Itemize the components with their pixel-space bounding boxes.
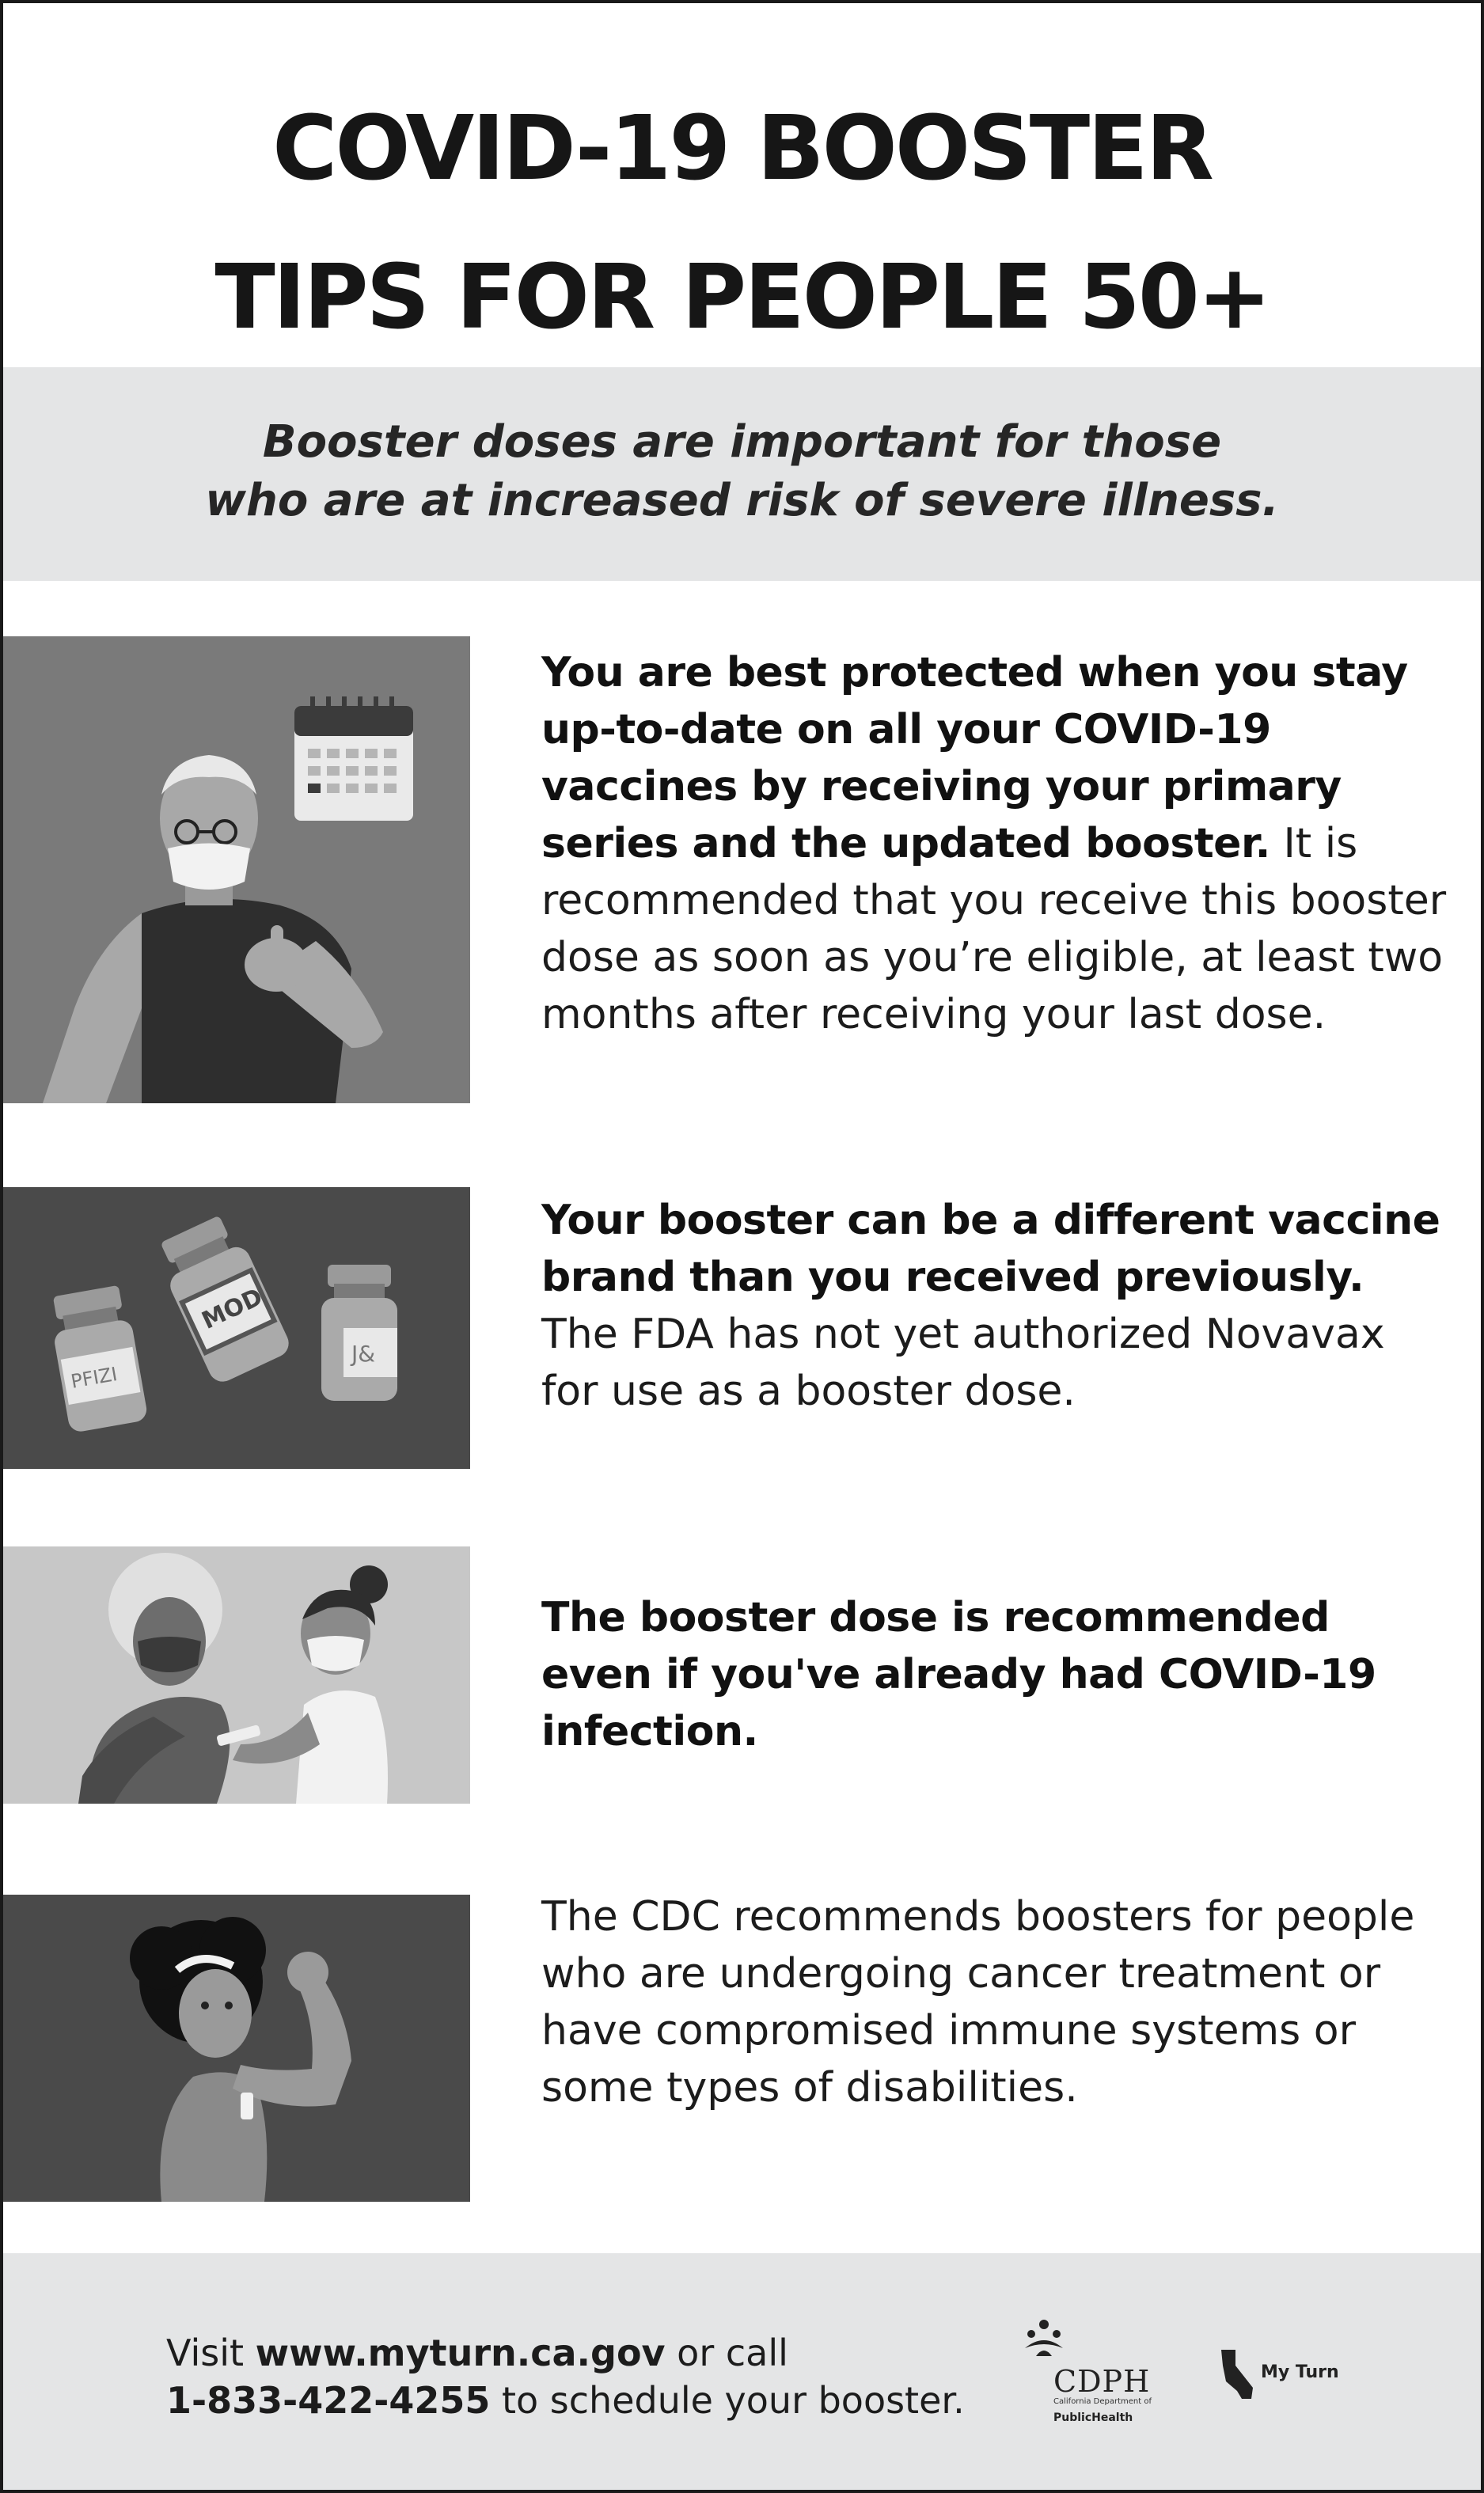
tip-4-normal: The CDC recommends boosters for people who are undergoing cancer treatment or have compromised immune systems or some types of disabilities. [541,1893,1415,2112]
man-thumbs-up-illustration [3,636,470,1103]
woman-flexing-icon [3,1895,470,2202]
footer-visit: Visit [166,2332,256,2374]
tip-2-text [541,1192,1452,1420]
vaccine-vials-icon [3,1187,470,1469]
myturn-wordmark: My Turn [1261,2362,1339,2382]
nurse-vaccinating-icon [3,1546,470,1804]
cdph-publichealth: PublicHealth [1053,2411,1133,2424]
subtitle [3,413,1481,530]
tip-3-text [541,1589,1452,1760]
cdph-logo [1020,2317,1155,2427]
footer-url-link[interactable]: www.myturn.ca.gov [255,2332,666,2374]
page-title [3,74,1481,372]
cdph-subtitle: California Department of [1053,2397,1152,2406]
footer-phone-link[interactable]: 1-833-422-4255 [166,2379,491,2422]
footer-or-call: or call [665,2332,788,2374]
tip-2-normal: The FDA has not yet authorized Novavax for use as a booster dose. [541,1311,1385,1415]
tip-1-bold: You are best protected when you stay up-to-date on all your COVID-19 vaccines by receiving your primary series and the updated booster. [541,649,1408,867]
subtitle-line-1: Booster doses are important for those [262,416,1222,468]
title-line-2: TIPS FOR PEOPLE 50+ [214,246,1270,349]
tip-4-text [541,1888,1452,2116]
pfizer-label: PFIZI [69,1363,120,1393]
subtitle-band [3,367,1481,581]
tip-1-normal: It is recommended that you receive this booster dose as soon as you’re eligible, at least two months after receiving your last dose. [541,820,1447,1038]
california-map-icon [1218,2347,1258,2402]
tip-3-bold: The booster dose is recommended even if you've already had COVID-19 infection. [541,1594,1376,1755]
cdph-wordmark: CDPH [1053,2364,1151,2399]
footer-schedule: to schedule your booster. [490,2379,965,2422]
nurse-vaccinating-illustration [3,1546,470,1804]
vaccine-vials-illustration [3,1187,470,1469]
moderna-label: MOD [197,1283,268,1335]
tip-1-text [541,644,1452,1043]
myturn-logo [1218,2347,1345,2410]
footer-text [166,2329,965,2424]
tip-2-bold: Your booster can be a different vaccine brand than you received previously. [541,1197,1440,1301]
footer [3,2253,1481,2493]
woman-flexing-illustration [3,1895,470,2202]
man-thumbs-up-icon [3,636,470,1103]
title-line-1: COVID-19 BOOSTER [272,97,1212,200]
jj-label: J& [351,1341,376,1367]
subtitle-line-2: who are at increased risk of severe illness. [205,475,1279,526]
